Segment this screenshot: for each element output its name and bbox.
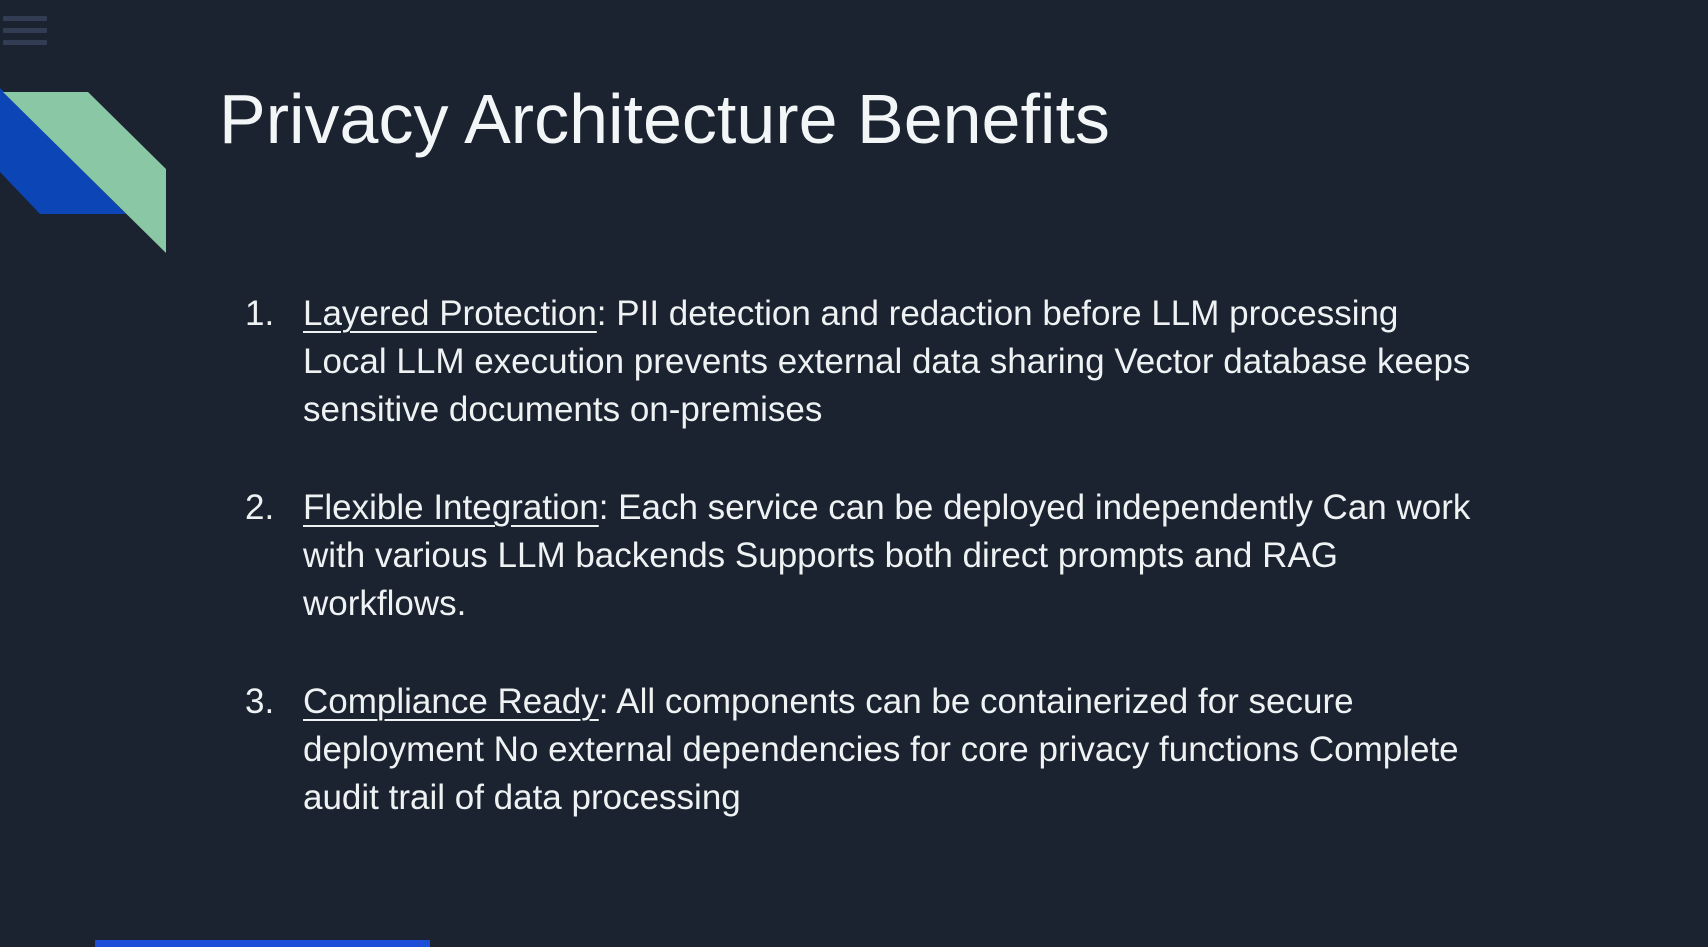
hamburger-bar [3,28,47,33]
list-item-number: 3. [245,682,275,721]
list-item [245,290,1485,434]
list-item-term: Layered Protection [303,294,597,333]
list-item-number: 2. [245,488,275,527]
slide-title: Privacy Architecture Benefits [219,80,1110,158]
hamburger-icon [2,16,47,45]
menu-button[interactable] [0,14,49,47]
hamburger-bar [3,16,47,21]
hamburger-bar [3,40,47,45]
list-item [245,484,1485,628]
list-item-text [303,678,1485,822]
list-item-term: Flexible Integration [303,488,599,527]
slide-progress-bar[interactable] [95,940,430,947]
list-item-body: : Each service can be deployed independently Can work with various LLM backends Supports both direct prompts and RAG workflows. [303,488,1471,623]
ribbon-green-stripe [3,92,166,253]
list-item-text [303,484,1485,628]
list-item [245,678,1485,822]
list-item-body: : PII detection and redaction before LLM processing Local LLM execution prevents external data sharing Vector database keeps sensitive documents on-premises [303,294,1471,429]
benefits-list [245,290,1485,822]
list-item-text [303,290,1485,434]
list-item-number: 1. [245,294,275,333]
ribbon-blue-stripe [0,88,126,214]
list-item-body: : All components can be containerized for secure deployment No external dependencies for core privacy functions Complete audit trail of data processing [303,682,1459,817]
list-item-term: Compliance Ready [303,682,599,721]
